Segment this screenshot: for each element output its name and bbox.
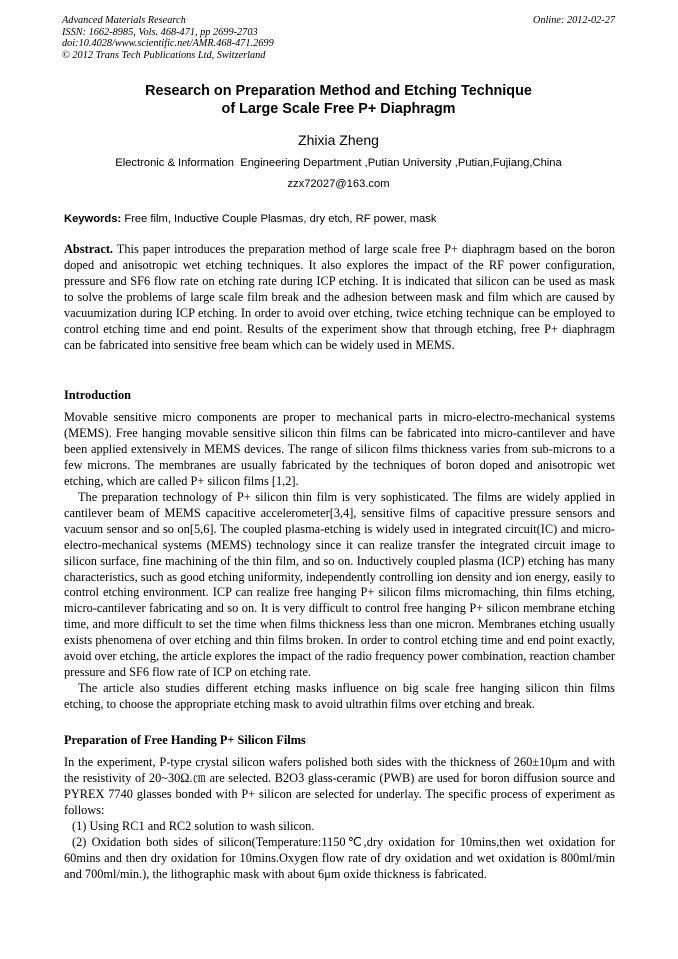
keywords xyxy=(64,212,616,226)
introduction-heading: Introduction xyxy=(64,388,131,402)
preparation-heading: Preparation of Free Handing P+ Silicon Films xyxy=(64,733,306,747)
intro-paragraph-3: The article also studies different etching masks influence on big scale free hanging silicon thin films etching, to choose the appropriate etching mask to avoid ultrathin films over etching and break. xyxy=(64,681,615,712)
abstract-label: Abstract. xyxy=(64,242,114,256)
journal-header xyxy=(62,15,615,61)
preparation-body xyxy=(64,755,615,883)
intro-paragraph-1: Movable sensitive micro components are proper to mechanical parts in micro-electro-mechanical systems (MEMS). Free hanging movable sensitive silicon thin films can be fabricated into micro-cantilever and have been applied extensively in MEMS devices. The range of silicon films thickness varies from sub-microns to a few microns. The membranes are usually fabricated by the techniques of boron doped and anisotropic wet etching, which are called P+ silicon films [1,2]. xyxy=(64,410,615,488)
copyright-line: © 2012 Trans Tech Publications Ltd, Switzerland xyxy=(62,49,266,61)
prep-paragraph-1: In the experiment, P-type crystal silicon wafers polished both sides with the thickness of 260±10μm and with the resistivity of 20~30Ω.㎝ are selected. B2O3 glass-ceramic (PWB) are used for boron diffusion source and PYREX 7740 glasses bonded with P+ silicon are selected for underlay. The specific process of experiment as follows: xyxy=(64,755,615,817)
prep-step-2: (2) Oxidation both sides of silicon(Temperature:1150℃,dry oxidation for 10mins,then wet oxidation for 60mins and then dry oxidation for 10mins.Oxygen flow rate of dry oxidation and wet oxidation is 800ml/min and 700ml/min.), the lithographic mask with about 6μm oxide thickness is fabricated. xyxy=(64,834,615,881)
intro-paragraph-2: The preparation technology of P+ silicon thin film is very sophisticated. The films are widely applied in cantilever beam of MEMS capacitive accelerometer[3,4], sensitive films of capacitive pressure sensors and vacuum sensor and so on[5,6]. The coupled plasma-etching is widely used in integrated circuit(IC) and micro-electro-mechanical systems (MEMS) technology since it can realize transfer the integrated circuit image to silicon surface, fine machining of the thin film, and so on. Inductively coupled plasma (ICP) etching has many characteristics, such as good etching uniformity, independently controlling ion density and ion energy, easily to control etching environment. ICP can realize free hanging P+ silicon films micromaching, thin films etching, micro-cantilever fabricating and so on. It is very difficult to control free hanging P+ silicon membrane etching time, and more difficult to set the time when films thickness less than one micron. Membranes etching usually exists phenomena of over etching and thin films broken. In order to control etching time and end point exactly, avoid over etching, the article explores the impact of the radio frequency power combination, reaction chamber pressure and SF6 flow rate of ICP on etching rate. xyxy=(64,489,615,680)
keywords-label: Keywords: xyxy=(64,213,122,225)
doi-line: doi:10.4028/www.scientific.net/AMR.468-471.2699 xyxy=(62,38,274,50)
paper-title xyxy=(62,82,615,118)
author-affiliation: Electronic & Information Engineering Department ,Putian University ,Putian,Fujiang,China xyxy=(115,157,562,169)
title-line-1: Research on Preparation Method and Etching Technique xyxy=(145,83,532,99)
introduction-body xyxy=(64,410,615,713)
author-email: zzx72027@163.com xyxy=(287,178,390,190)
author-name: Zhixia Zheng xyxy=(298,132,379,148)
online-date: Online: 2012-02-27 xyxy=(532,15,615,26)
prep-step-1: (1) Using RC1 and RC2 solution to wash silicon. xyxy=(72,818,315,833)
issn-line: ISSN: 1662-8985, Vols. 468-471, pp 2699-2703 xyxy=(62,26,258,38)
title-line-2: of Large Scale Free P+ Diaphragm xyxy=(221,101,456,117)
abstract xyxy=(64,242,615,354)
keywords-text: Free film, Inductive Couple Plasmas, dry etch, RF power, mask xyxy=(124,213,437,225)
abstract-text: This paper introduces the preparation method of large scale free P+ diaphragm based on the boron doped and anisotropic wet etching techniques. It also explores the impact of the RF power configuration, pressure and SF6 flow rate on etching rate during ICP etching. It is indicated that silicon can be used as mask to solve the problems of large scale film break and the adhesion between mask and film which are caused by vacuumization during ICP etching. In order to avoid over etching, twice etching technique can be employed to control etching time and end point. Results of the experiment show that through etching, free P+ diaphragm can be fabricated into sensitive free beam which can be widely used in MEMS. xyxy=(64,242,616,352)
journal-name: Advanced Materials Research xyxy=(62,15,186,26)
